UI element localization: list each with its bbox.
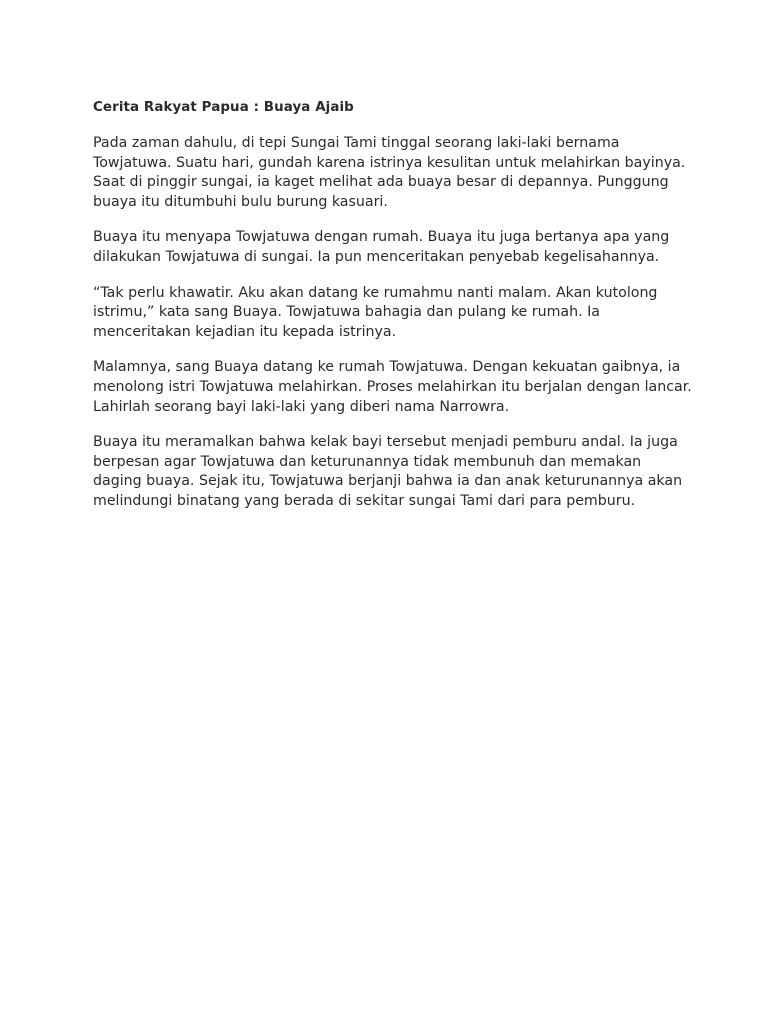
paragraph-4: Malamnya, sang Buaya datang ke rumah Towjatuwa. Dengan kekuatan gaibnya, ia menolong istri Towjatuwa melahirkan. Proses melahirkan itu berjalan dengan lancar. Lahirlah seorang bayi laki-laki yang diberi nama Narrowra. (93, 359, 692, 415)
paragraph-3: “Tak perlu khawatir. Aku akan datang ke rumahmu nanti malam. Akan kutolong istrimu,” kata sang Buaya. Towjatuwa bahagia dan pulang ke rumah. Ia menceritakan kejadian itu kepada istrinya. (93, 284, 658, 340)
document-body (93, 99, 693, 528)
document-title: Cerita Rakyat Papua : Buaya Ajaib (93, 100, 354, 115)
paragraph-5: Buaya itu meramalkan bahwa kelak bayi tersebut menjadi pemburu andal. Ia juga berpesan agar Towjatuwa dan keturunannya tidak membunuh dan memakan daging buaya. Sejak itu, Towjatuwa berjanji bahwa ia dan anak keturunannya akan melindungi binatang yang berada di sekitar sungai Tami dari para pemburu. (93, 434, 683, 509)
paragraph-1: Pada zaman dahulu, di tepi Sungai Tami tinggal seorang laki-laki bernama Towjatuwa. Suatu hari, gundah karena istrinya kesulitan untuk melahirkan bayinya. Saat di pinggir sungai, ia kaget melihat ada buaya besar di depannya. Punggung buaya itu ditumbuhi bulu burung kasuari. (93, 135, 686, 210)
paragraph-2: Buaya itu menyapa Towjatuwa dengan rumah. Buaya itu juga bertanya apa yang dilakukan Towjatuwa di sungai. Ia pun menceritakan penyebab kegelisahannya. (93, 229, 670, 265)
